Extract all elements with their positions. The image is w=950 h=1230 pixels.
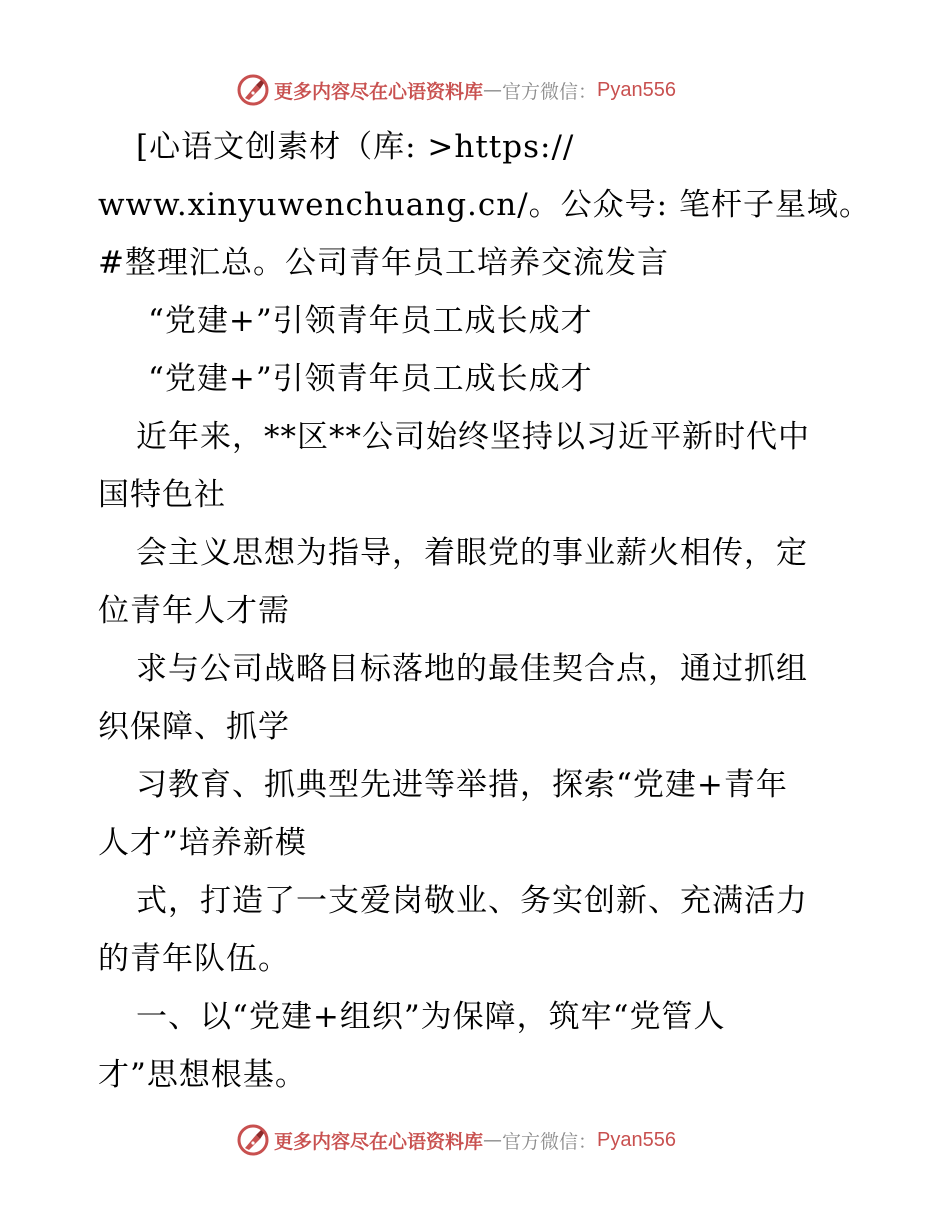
banner-official-label: 官方微信：: [502, 1130, 598, 1153]
text-line: 国特色社: [98, 477, 226, 513]
heading-line: “党建+”引领青年员工成长成才: [148, 303, 593, 339]
pen-nib-logo-icon: [236, 1123, 270, 1157]
section-heading-line: 才”思想根基。: [98, 1057, 307, 1093]
footer-banner: [236, 1122, 676, 1158]
text-line: 人才”培养新模: [98, 825, 307, 861]
banner-wechat-id: Pyan556: [597, 1128, 676, 1151]
text-line: 位青年人才需: [98, 593, 290, 629]
document-body: [98, 118, 871, 1104]
section-heading-line: 一、以“党建+组织”为保障，筑牢“党管人: [136, 999, 726, 1035]
heading-line: “党建+”引领青年员工成长成才: [148, 361, 593, 397]
text-line: 织保障、抓学: [98, 709, 290, 745]
header-banner: [236, 72, 676, 108]
text-line: 会主义思想为指导，着眼党的事业薪火相传，定: [136, 535, 808, 571]
banner-dash: —: [483, 1129, 503, 1151]
text-line: 近年来，**区**公司始终坚持以习近平新时代中: [136, 419, 810, 455]
text-line: 习教育、抓典型先进等举措，探索“党建+青年: [136, 767, 788, 803]
text-line: [心语文创素材（库: >https://: [136, 129, 575, 165]
pen-nib-logo-icon: [236, 73, 270, 107]
text-line: 式，打造了一支爱岗敬业、务实创新、充满活力: [136, 883, 808, 919]
text-line: 求与公司战略目标落地的最佳契合点，通过抓组: [136, 651, 808, 687]
banner-wechat-id: Pyan556: [597, 78, 676, 101]
banner-brand-text: 更多内容尽在心语资料库: [274, 80, 484, 103]
banner-official-label: 官方微信：: [502, 80, 598, 103]
text-line: 的青年队伍。: [98, 941, 290, 977]
banner-dash: —: [483, 79, 503, 101]
banner-brand-text: 更多内容尽在心语资料库: [274, 1130, 484, 1153]
text-line: #整理汇总。公司青年员工培养交流发言: [98, 245, 669, 281]
text-line: www.xinyuwenchuang.cn/。公众号: 笔杆子星域。: [98, 187, 871, 223]
